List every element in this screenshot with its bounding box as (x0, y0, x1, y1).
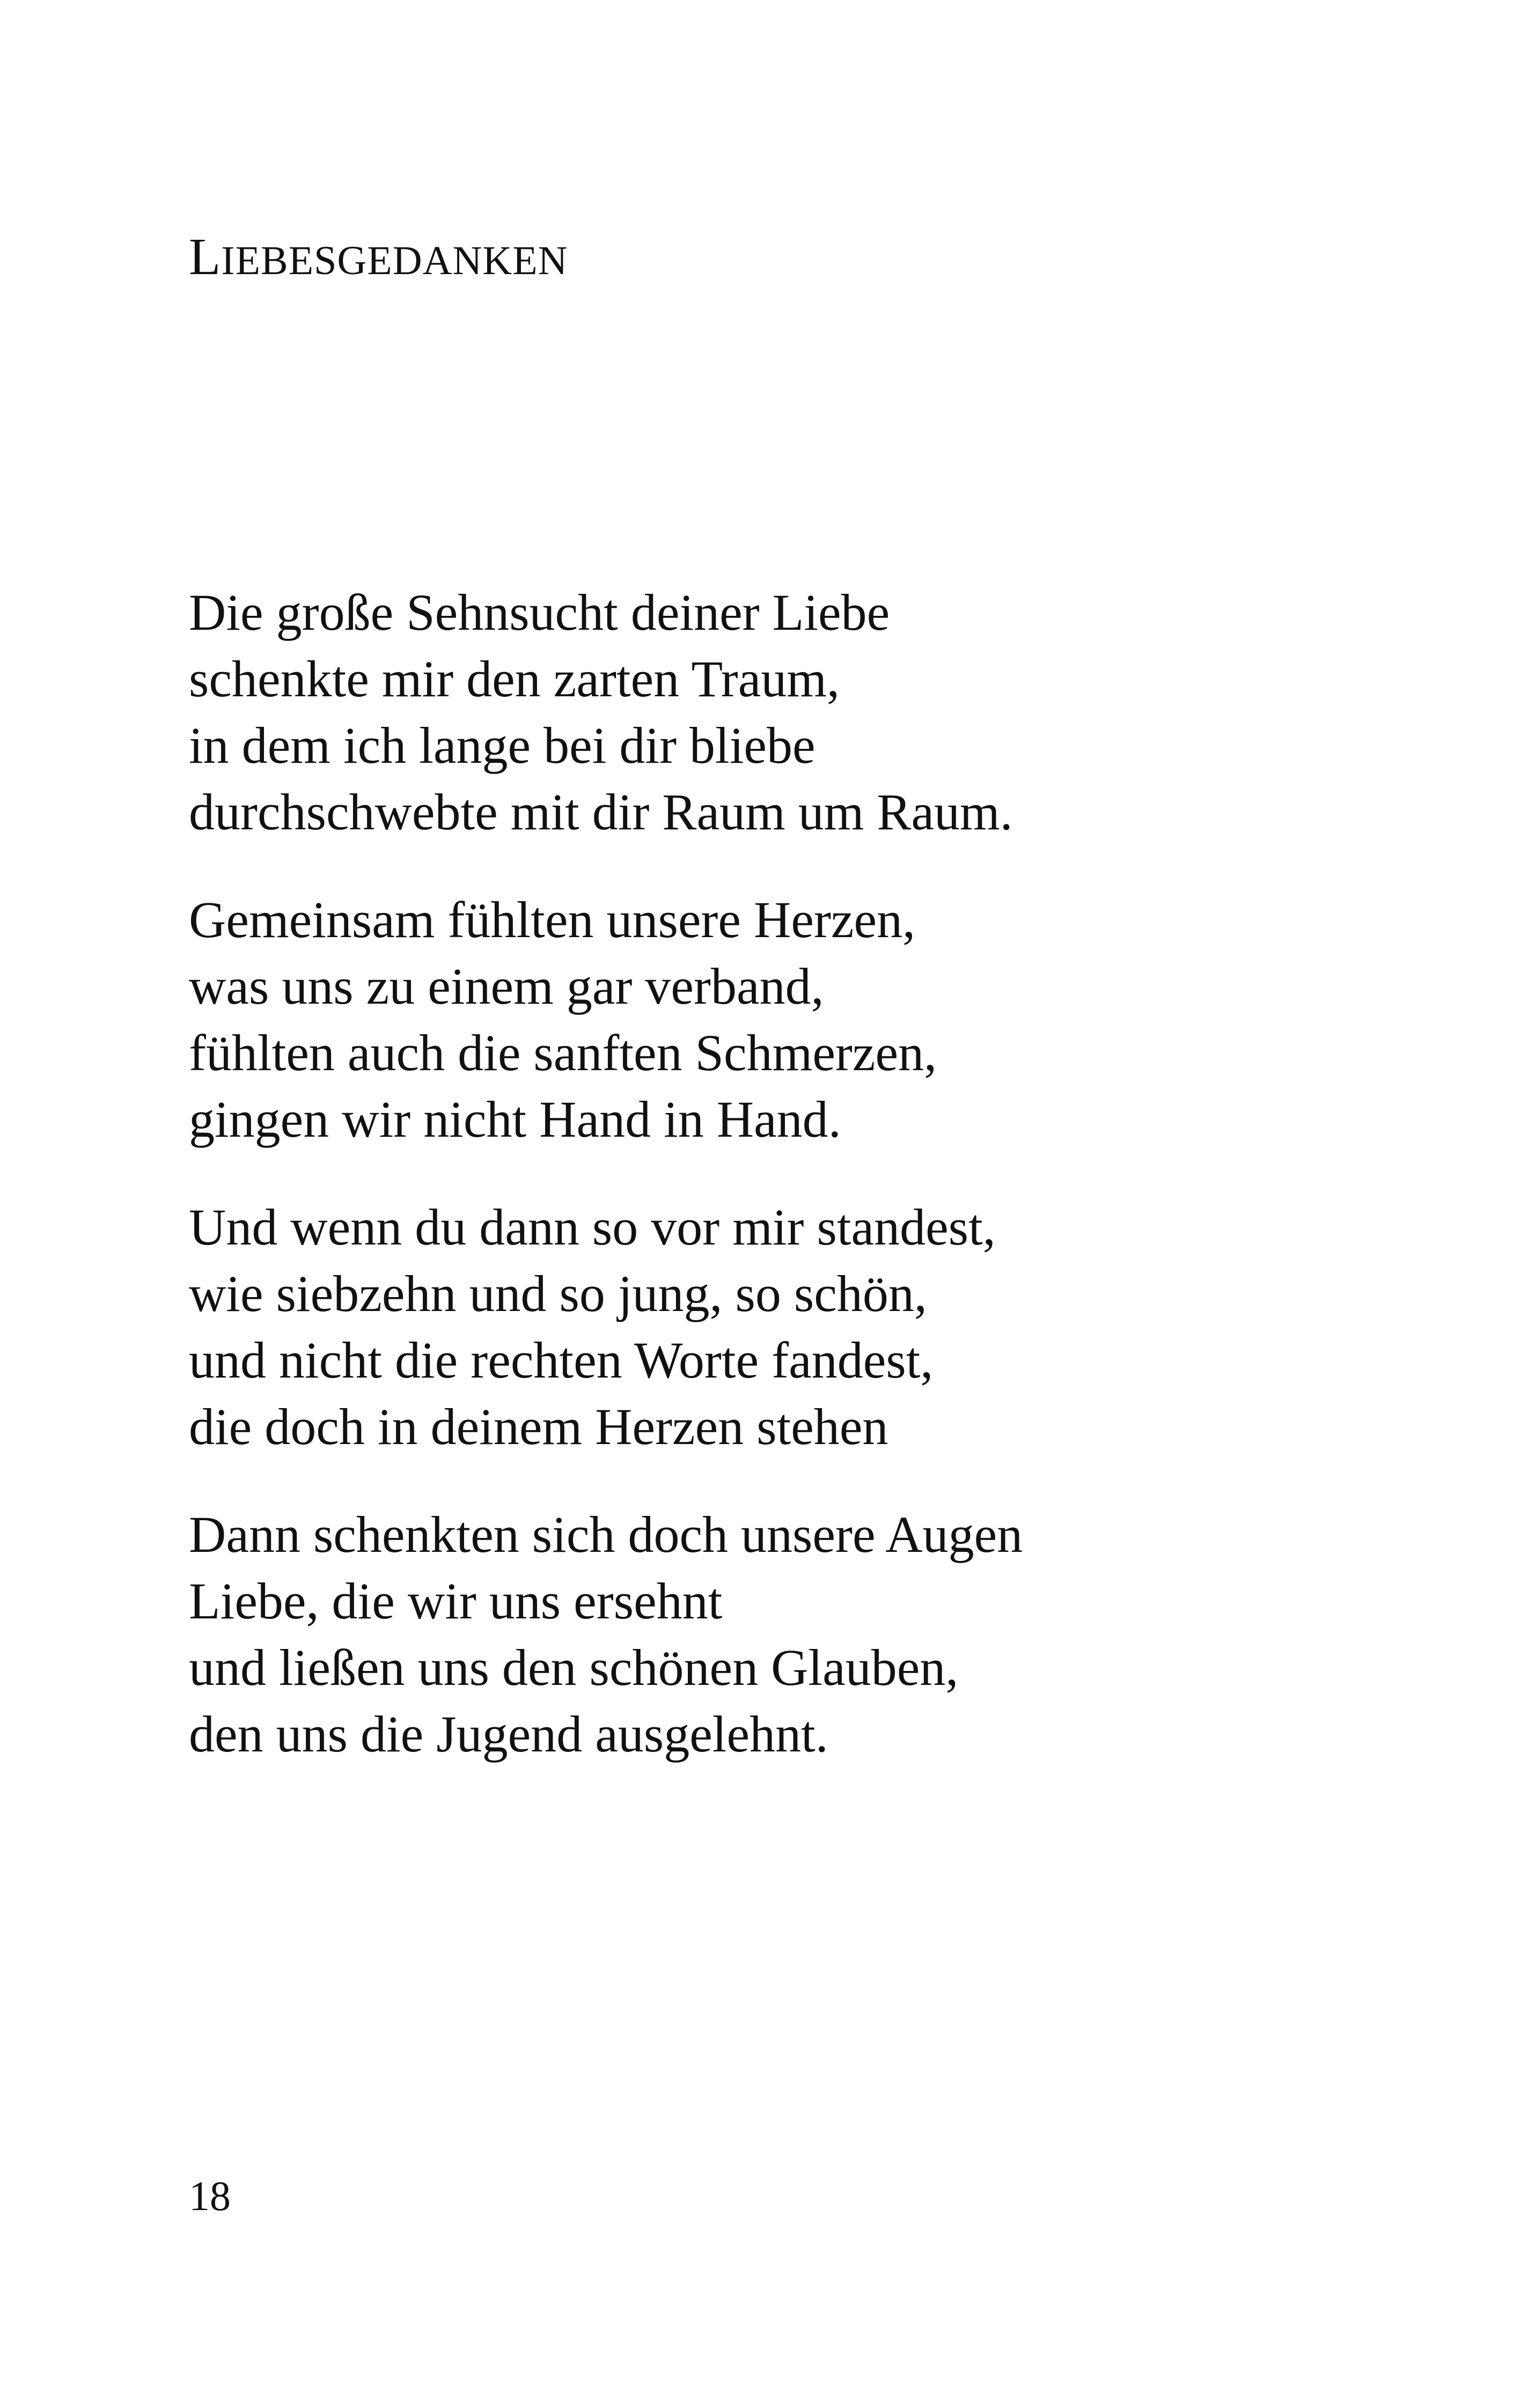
stanza-3 (189, 1194, 1369, 1460)
poem-title-initial: L (189, 228, 222, 285)
stanza-2-line-4: gingen wir nicht Hand in Hand. (189, 1091, 841, 1148)
stanza-4 (189, 1501, 1369, 1768)
stanza-3-line-2: wie siebzehn und so jung, so schön, (189, 1265, 927, 1322)
stanza-2-line-3: fühlten auch die sanften Schmerzen, (189, 1024, 937, 1081)
stanza-1-line-1: Die große Sehnsucht deiner Liebe (189, 584, 890, 641)
stanza-2 (189, 887, 1369, 1153)
page-number: 18 (189, 2173, 231, 2219)
stanza-3-line-1: Und wenn du dann so vor mir standest, (189, 1198, 996, 1256)
stanza-1-line-3: in dem ich lange bei dir bliebe (189, 717, 815, 774)
poem-title (189, 228, 568, 285)
stanza-1-line-4: durchschwebte mit dir Raum um Raum. (189, 783, 1013, 841)
stanza-3-line-4: die doch in deinem Herzen stehen (189, 1398, 888, 1455)
stanza-3-line-3: und nicht die rechten Worte fandest, (189, 1331, 934, 1389)
stanza-2-line-1: Gemeinsam fühlten unsere Herzen, (189, 891, 916, 948)
stanza-4-line-3: und ließen uns den schönen Glauben, (189, 1639, 959, 1696)
stanza-4-line-2: Liebe, die wir uns ersehnt (189, 1572, 723, 1630)
stanza-2-line-2: was uns zu einem gar verband, (189, 958, 824, 1015)
stanza-1-line-2: schenkte mir den zarten Traum, (189, 650, 840, 708)
stanza-4-line-1: Dann schenkten sich doch unsere Augen (189, 1506, 1023, 1563)
poem-body (189, 579, 1369, 1809)
stanza-1 (189, 579, 1369, 845)
poem-title-rest: IEBESGEDANKEN (221, 238, 568, 283)
stanza-4-line-4: den uns die Jugend ausgelehnt. (189, 1705, 828, 1763)
